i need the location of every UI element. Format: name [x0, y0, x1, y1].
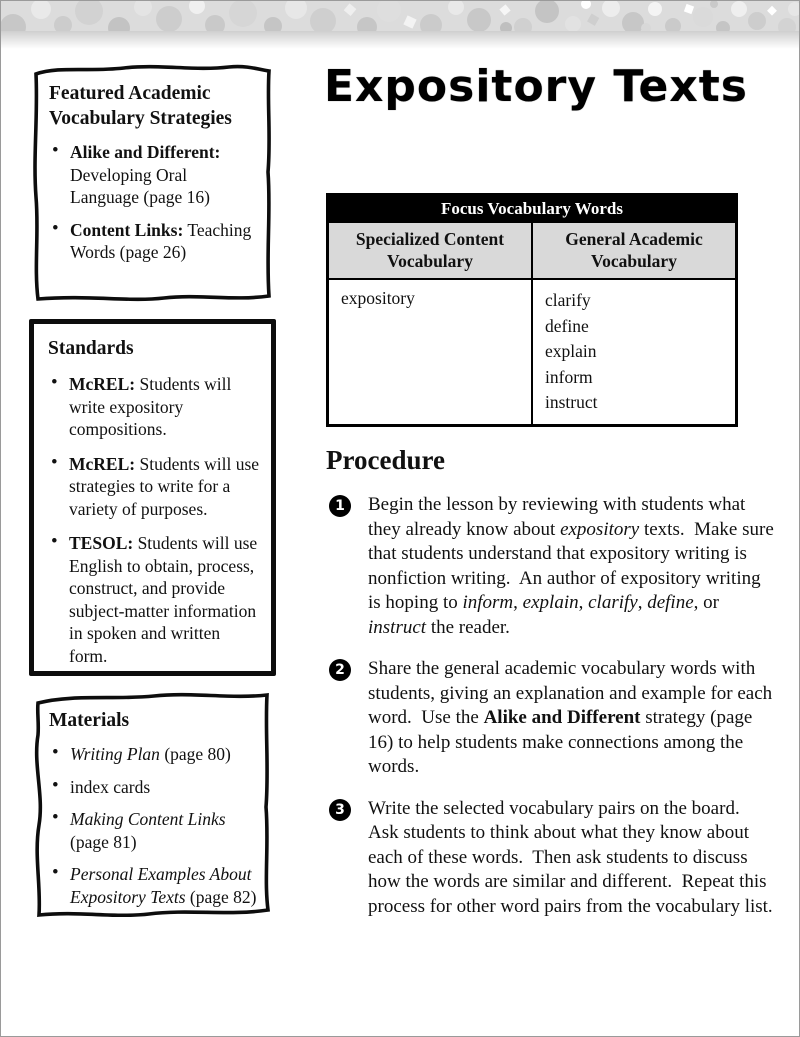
featured-strategies-box: [29, 62, 276, 306]
standards-heading: Standards: [48, 338, 134, 359]
vocab-word: clarify: [545, 290, 591, 310]
step-text: Begin the lesson by reviewing with students what they already know about expository texts. Make sure that students understand that expository writing is nonfiction writing. An author of expository writing is hoping to inform, explain, clarify, define, or instruct the reader.: [368, 494, 779, 638]
list-item: • Personal Examples About Expository Texts (page 82): [49, 863, 258, 908]
procedure-step: [329, 657, 781, 780]
procedure-step: [329, 797, 781, 920]
vocab-word: instruct: [545, 392, 598, 412]
procedure-step: [329, 493, 781, 640]
band-shadow: [1, 31, 799, 49]
cell-specialized-vocabulary: expository: [341, 288, 415, 308]
list-item: • TESOL: Students will use English to obtain, process, construct, and provide subject-matter information in spoken and written form.: [48, 532, 261, 667]
list-item: • index cards: [49, 776, 258, 799]
column-header-specialized: Specialized Content Vocabulary: [355, 229, 505, 271]
list-item: • Writing Plan (page 80): [49, 743, 258, 766]
materials-box: [29, 689, 276, 917]
vocab-word: explain: [545, 341, 597, 361]
step-text: Write the selected vocabulary pairs on the board. Ask students to think about what they know about each of these words. Then ask students to discuss how the words are similar and different. Repeat this process for other word pairs from the vocabulary list.: [368, 797, 773, 917]
featured-strategies-list: [49, 141, 258, 264]
list-item: • Making Content Links (page 81): [49, 808, 258, 853]
list-item: • Content Links: Teaching Words (page 26): [49, 219, 258, 264]
featured-strategies-heading: Featured Academic Vocabulary Strategies: [49, 83, 232, 129]
materials-list: [49, 743, 258, 908]
materials-heading: Materials: [49, 710, 130, 731]
list-item: • McREL: Students will write expository compositions.: [48, 373, 261, 441]
standards-list: [48, 373, 261, 667]
list-item: • McREL: Students will use strategies to write for a variety of purposes.: [48, 453, 261, 521]
step-number-badge: 2: [329, 659, 351, 681]
cell-general-vocabulary: [531, 280, 735, 424]
vocab-word: inform: [545, 366, 593, 387]
procedure-heading: Procedure: [326, 445, 445, 475]
list-item: • Alike and Different: Developing Oral Language (page 16): [49, 141, 258, 209]
dots-pattern-icon: [1, 1, 799, 31]
focus-vocabulary-table: [326, 193, 738, 427]
table-title: Focus Vocabulary Words: [329, 196, 735, 223]
table-row: [329, 278, 735, 424]
decorative-dots-band: [1, 1, 799, 31]
step-number-badge: 1: [329, 495, 351, 517]
step-number-badge: 3: [329, 799, 351, 821]
standards-box: [29, 319, 276, 676]
column-header-general: General Academic Vocabulary: [531, 223, 735, 278]
table-column-headers: [329, 223, 735, 278]
page-title: Expository Texts: [323, 61, 748, 112]
vocab-word: define: [545, 315, 589, 336]
step-text: Share the general academic vocabulary words with students, giving an explanation and example for each word. Use the Alike and Different strategy (page 16) to help students make connections among the words.: [368, 658, 777, 777]
procedure-steps: [329, 493, 781, 936]
